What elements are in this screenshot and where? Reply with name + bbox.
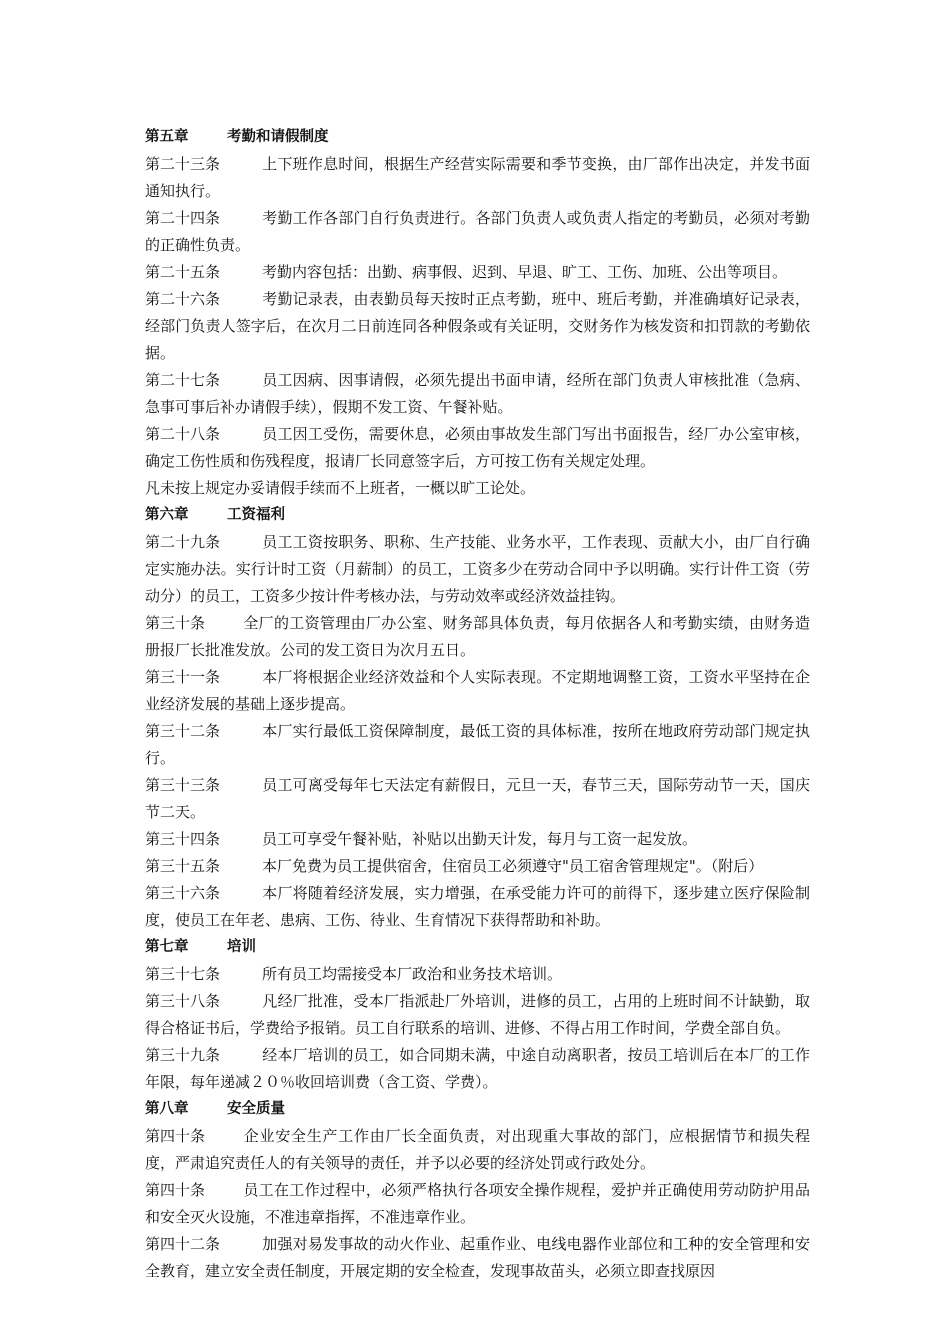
article-text: 凡经厂批准，受本厂指派赴厂外培训，进修的员工，占用的上班时间不计缺勤，取得合格证书后，学费给予报销。员工自行联系的培训、进修、不得占用工作时间，学费全部自负。: [145, 992, 810, 1037]
article-text: 本厂免费为员工提供宿舍，住宿员工必须遵守"员工宿舍管理规定"。（附后）: [262, 857, 764, 875]
chapter-title: 安全质量: [227, 1101, 285, 1117]
article-paragraph: [145, 1231, 810, 1285]
article-number: 第三十五条: [145, 857, 221, 875]
article-text: 员工因工受伤，需要休息，必须由事故发生部门写出书面报告，经厂办公室审核，确定工伤性质和伤残程度，报请厂长同意签字后，方可按工伤有关规定处理。: [145, 425, 810, 470]
article-paragraph: [145, 826, 810, 853]
article-number: 第二十五条: [145, 263, 221, 281]
chapter-number: 第五章: [145, 129, 189, 145]
article-text: 本厂将随着经济发展，实力增强，在承受能力许可的前得下，逐步建立医疗保险制度，使员工在年老、患病、工伤、待业、生育情况下获得帮助和补助。: [145, 884, 810, 929]
chapter-number: 第八章: [145, 1101, 189, 1117]
article-text: 全厂的工资管理由厂办公室、财务部具体负责，每月依据各人和考勤实绩，由财务造册报厂长批准发放。公司的发工资日为次月五日。: [145, 614, 810, 659]
article-paragraph: [145, 961, 810, 988]
article-text: 本厂实行最低工资保障制度，最低工资的具体标准，按所在地政府劳动部门规定执行。: [145, 722, 810, 767]
article-paragraph: [145, 988, 810, 1042]
article-paragraph: [145, 259, 810, 286]
article-text: 经本厂培训的员工，如合同期未满，中途自动离职者，按员工培训后在本厂的工作年限，每年递减２０％收回培训费（含工资、学费）。: [145, 1046, 810, 1091]
article-number: 第二十三条: [145, 155, 221, 173]
article-paragraph: [145, 718, 810, 772]
article-number: 第二十九条: [145, 533, 221, 551]
article-text: 考勤工作各部门自行负责进行。各部门负责人或负责人指定的考勤员，必须对考勤的正确性负责。: [145, 209, 810, 254]
article-text: 考勤记录表，由表勤员每天按时正点考勤，班中、班后考勤，并准确填好记录表，经部门负责人签字后，在次月二日前连同各种假条或有关证明，交财务作为核发资和扣罚款的考勤依据。: [145, 290, 810, 362]
article-paragraph: [145, 664, 810, 718]
document-body: [145, 124, 810, 1285]
article-paragraph: [145, 772, 810, 826]
article-number: 第三十七条: [145, 965, 221, 983]
article-paragraph: [145, 529, 810, 610]
article-number: 第二十八条: [145, 425, 221, 443]
article-text: 上下班作息时间，根据生产经营实际需要和季节变换，由厂部作出决定，并发书面通知执行。: [145, 155, 810, 200]
article-number: 第四十条: [145, 1127, 206, 1145]
article-paragraph: [145, 286, 810, 367]
article-text: 加强对易发事故的动火作业、起重作业、电线电器作业部位和工种的安全管理和安全教育，建立安全责任制度，开展定期的安全检查，发现事故苗头，必须立即查找原因: [145, 1235, 810, 1280]
article-paragraph: [145, 205, 810, 259]
chapter-title: 培训: [227, 939, 256, 955]
article-text: 员工因病、因事请假，必须先提出书面申请，经所在部门负责人审核批准（急病、急事可事后补办请假手续），假期不发工资、午餐补贴。: [145, 371, 810, 416]
article-text: 员工可离受每年七天法定有薪假日，元旦一天，春节三天，国际劳动节一天，国庆节二天。: [145, 776, 810, 821]
chapter-heading: [145, 934, 810, 961]
chapter-title: 工资福利: [227, 507, 285, 523]
article-paragraph: [145, 421, 810, 475]
note-paragraph: 凡未按上规定办妥请假手续而不上班者，一概以旷工论处。: [145, 479, 536, 497]
article-text: 员工在工作过程中，必须严格执行各项安全操作规程，爱护并正确使用劳动防护用品和安全灭火设施，不准违章指挥，不准违章作业。: [145, 1181, 810, 1226]
chapter-number: 第六章: [145, 507, 189, 523]
article-number: 第三十四条: [145, 830, 221, 848]
article-text: 员工可享受午餐补贴，补贴以出勤天计发，每月与工资一起发放。: [262, 830, 698, 848]
chapter-number: 第七章: [145, 939, 189, 955]
article-text: 所有员工均需接受本厂政治和业务技术培训。: [262, 965, 563, 983]
chapter-heading: [145, 502, 810, 529]
article-paragraph: [145, 151, 810, 205]
article-number: 第三十一条: [145, 668, 221, 686]
article-paragraph: [145, 880, 810, 934]
article-number: 第四十二条: [145, 1235, 221, 1253]
article-paragraph: [145, 853, 810, 880]
article-number: 第三十条: [145, 614, 206, 632]
article-number: 第三十二条: [145, 722, 221, 740]
article-paragraph: [145, 1177, 810, 1231]
article-number: 第四十条: [145, 1181, 206, 1199]
article-text: 企业安全生产工作由厂长全面负责，对出现重大事故的部门，应根据情节和损失程度，严肃追究责任人的有关领导的责任，并予以必要的经济处罚或行政处分。: [145, 1127, 810, 1172]
chapter-heading: [145, 124, 810, 151]
article-number: 第三十三条: [145, 776, 221, 794]
article-number: 第三十六条: [145, 884, 221, 902]
article-number: 第二十六条: [145, 290, 221, 308]
article-paragraph: [145, 1042, 810, 1096]
article-number: 第二十四条: [145, 209, 221, 227]
article-text: 本厂将根据企业经济效益和个人实际表现。不定期地调整工资，工资水平坚持在企业经济发展的基础上逐步提高。: [145, 668, 810, 713]
article-number: 第三十八条: [145, 992, 221, 1010]
article-text: 员工工资按职务、职称、生产技能、业务水平，工作表现、贡献大小，由厂自行确定实施办法。实行计时工资（月薪制）的员工，工资多少在劳动合同中予以明确。实行计件工资（劳动分）的员工，工资多少按计件考核办法，与劳动效率或经济效益挂钩。: [145, 533, 810, 605]
chapter-heading: [145, 1096, 810, 1123]
article-number: 第三十九条: [145, 1046, 221, 1064]
article-paragraph: [145, 1123, 810, 1177]
article-paragraph: [145, 610, 810, 664]
article-paragraph: [145, 367, 810, 421]
chapter-title: 考勤和请假制度: [227, 129, 329, 145]
article-number: 第二十七条: [145, 371, 221, 389]
article-text: 考勤内容包括：出勤、病事假、迟到、早退、旷工、工伤、加班、公出等项目。: [262, 263, 788, 281]
